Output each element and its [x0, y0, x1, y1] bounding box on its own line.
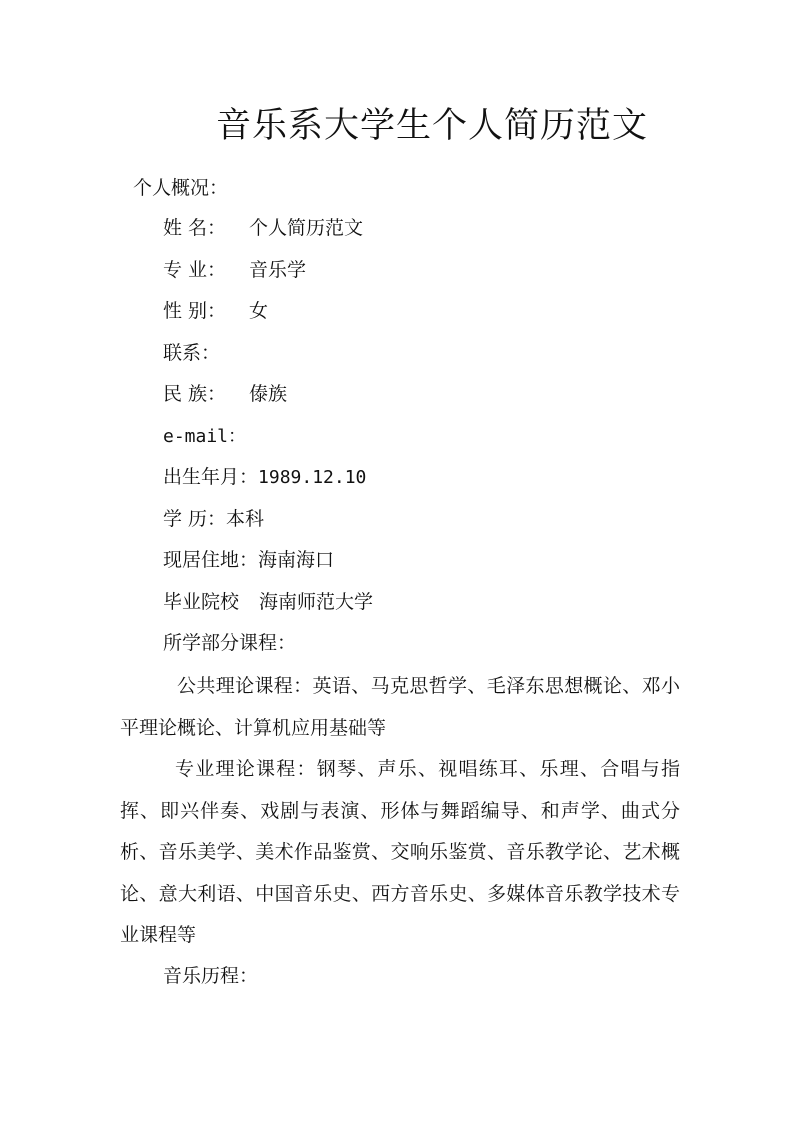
field-label: 现居住地：: [163, 549, 259, 571]
field-row-residence: [163, 548, 334, 572]
field-label: 联系：: [163, 342, 221, 364]
field-label: 专 业：: [163, 259, 227, 281]
field-label: 民 族：: [163, 383, 227, 405]
section-overview-heading: 个人概况：: [133, 177, 229, 199]
field-value: 傣族: [249, 383, 288, 405]
field-label: 性 别：: [163, 300, 227, 322]
field-row-email: [163, 424, 246, 449]
field-row-contact: [163, 341, 220, 365]
field-label: 毕业院校: [163, 591, 240, 613]
field-label: 出生年月：: [163, 466, 259, 488]
field-row-birthdate: [163, 465, 366, 490]
field-value: 音乐学: [249, 259, 307, 281]
field-row-major: [163, 258, 306, 282]
field-value: 海南师范大学: [259, 591, 374, 613]
field-row-gender: [163, 299, 268, 323]
field-value: 本科: [226, 508, 265, 530]
field-row-ethnicity: [163, 382, 287, 406]
courses-heading: 所学部分课程：: [163, 632, 297, 654]
document-title: 音乐系大学生个人简历范文: [215, 106, 648, 146]
field-label: 姓 名：: [163, 217, 227, 239]
field-value: 海南海口: [258, 549, 335, 571]
field-row-education: [163, 507, 264, 531]
field-row-school: [163, 590, 373, 614]
field-row-name: [163, 216, 363, 240]
public-courses-paragraph: 公共理论课程：英语、马克思哲学、毛泽东思想概论、邓小平理论概论、计算机应用基础等: [120, 675, 680, 739]
field-value: 1989.12.10: [258, 467, 367, 488]
field-value: 女: [249, 300, 269, 322]
field-label: e-mail：: [163, 426, 247, 447]
field-label: 学 历：: [163, 508, 227, 530]
music-history-heading: 音乐历程：: [163, 965, 259, 987]
field-value: 个人简历范文: [249, 217, 364, 239]
major-courses-paragraph: 专业理论课程：钢琴、声乐、视唱练耳、乐理、合唱与指挥、即兴伴奏、戏剧与表演、形体与舞蹈编导、和声学、曲式分析、音乐美学、美术作品鉴赏、交响乐鉴赏、音乐教学论、艺术概论、意大利语、中国音乐史、西方音乐史、多媒体音乐教学技术专业课程等: [120, 758, 680, 946]
